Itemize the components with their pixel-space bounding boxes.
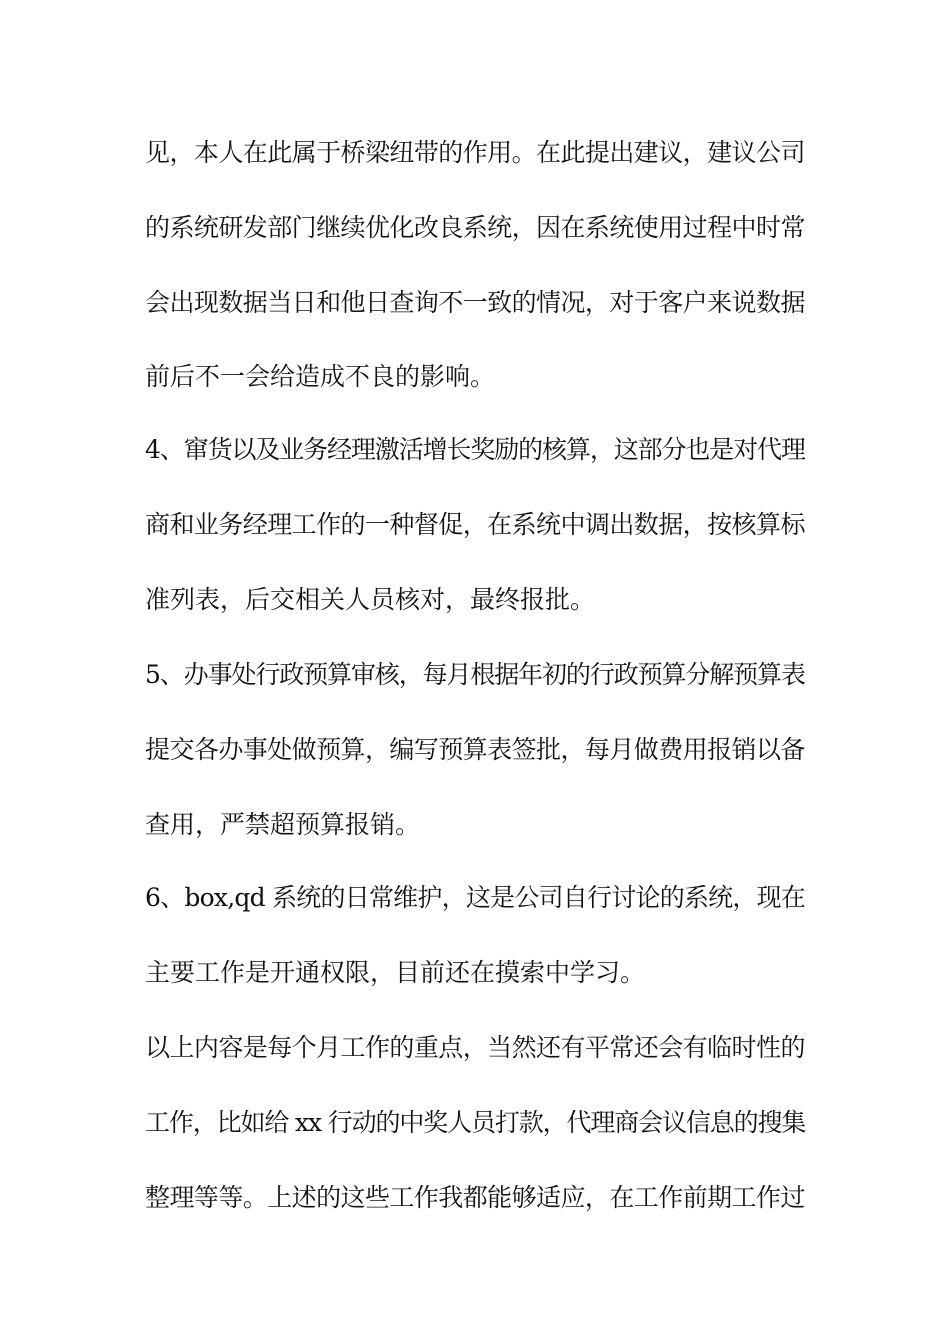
text-line: 工作，比如给 xx 行动的中奖人员打款，代理商会议信息的搜集	[145, 1108, 806, 1137]
text-line: 6、box,qd 系统的日常维护，这是公司自行讨论的系统，现在	[145, 883, 806, 912]
text-line: 前后不一会给造成不良的影响。	[145, 362, 496, 391]
text-line: 准列表，后交相关人员核对，最终报批。	[145, 585, 596, 614]
text-line: 的系统研发部门继续优化改良系统，因在系统使用过程中时常	[145, 213, 805, 242]
text-line: 会出现数据当日和他日查询不一致的情况，对于客户来说数据	[145, 288, 805, 317]
text-line: 5、办事处行政预算审核，每月根据年初的行政预算分解预算表	[145, 660, 805, 689]
text-line: 商和业务经理工作的一种督促，在系统中调出数据，按核算标	[145, 510, 805, 539]
text-line: 4、窜货以及业务经理激活增长奖励的核算，这部分也是对代理	[145, 435, 805, 464]
text-line: 提交各办事处做预算，编写预算表签批，每月做费用报销以备	[145, 735, 805, 764]
text-line: 以上内容是每个月工作的重点，当然还有平常还会有临时性的	[145, 1033, 805, 1062]
text-line: 见，本人在此属于桥梁纽带的作用。在此提出建议，建议公司	[145, 138, 805, 167]
text-line: 主要工作是开通权限，目前还在摸索中学习。	[145, 958, 646, 987]
text-line: 查用，严禁超预算报销。	[145, 810, 421, 839]
text-line: 整理等等。上述的这些工作我都能够适应，在工作前期工作过	[145, 1183, 805, 1212]
